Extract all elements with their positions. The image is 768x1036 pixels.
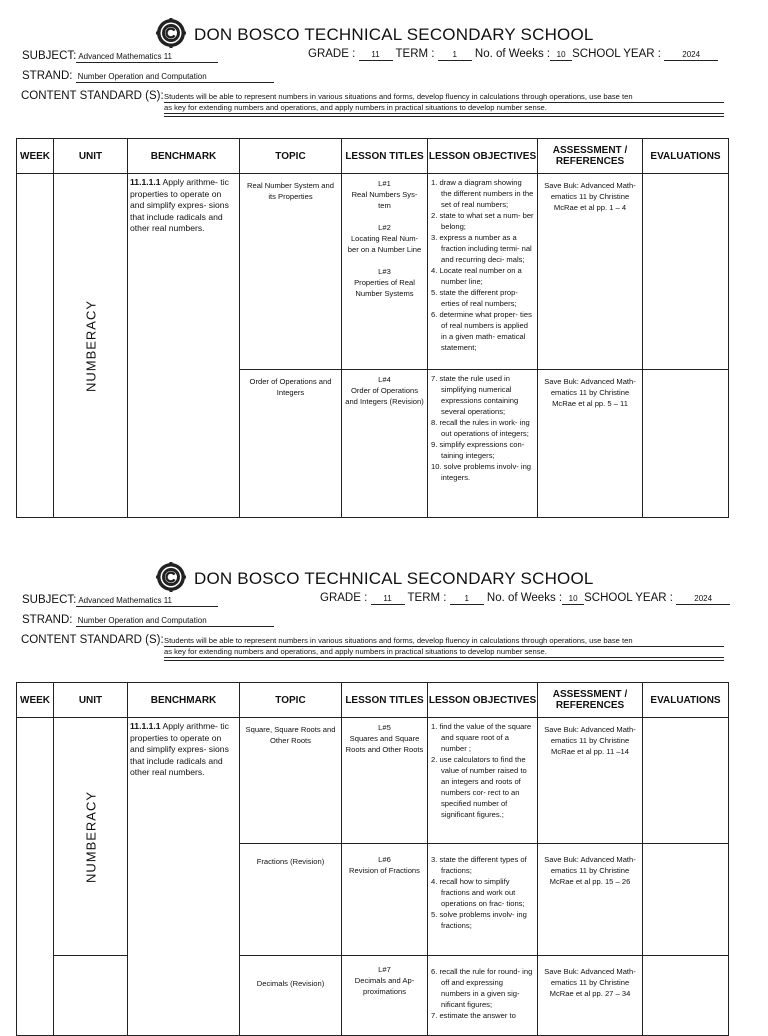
objectives-cell: [428, 844, 538, 956]
lesson-plan-table: [16, 138, 729, 518]
col-evaluations: EVALUATIONS: [643, 683, 729, 718]
content-standard-blank-line: [164, 660, 724, 661]
objective-item: 7. estimate the answer to: [431, 1011, 516, 1020]
col-unit: UNIT: [54, 683, 128, 718]
reference-cell: Save Buk: Advanced Math- ematics 11 by Christine McRae et al pp. 5 – 11: [538, 370, 643, 518]
objective-item: 8. recall the rules in work- ing out operations of integers;: [431, 418, 530, 438]
col-lesson-objectives: LESSON OBJECTIVES: [428, 139, 538, 174]
subject-label: SUBJECT:: [22, 594, 77, 606]
school-year-label: SCHOOL YEAR :: [584, 592, 673, 604]
lesson-item: L#3 Properties of Real Number Systems: [354, 267, 415, 298]
col-lesson-objectives: LESSON OBJECTIVES: [428, 683, 538, 718]
weeks-label: No. of Weeks :: [474, 48, 551, 60]
lesson-titles-cell: [342, 174, 428, 370]
content-standard-label: CONTENT STANDARD (S):: [21, 90, 164, 102]
objective-item: 6. determine what proper- ties of real numbers is applied in a given math- ematical statement;: [431, 310, 532, 352]
evaluation-cell: [643, 174, 729, 370]
topic-cell: Real Number System and its Properties: [240, 174, 342, 370]
col-lesson-titles: LESSON TITLES: [342, 139, 428, 174]
content-standard-line-1: Students will be able to represent numbers in various situations and forms, develop fluency in calculations through operations, use base ten: [164, 636, 724, 647]
lesson-item: L#1 Real Numbers Sys- tem: [351, 179, 418, 210]
lesson-item: L#7 Decimals and Ap- proximations: [354, 965, 415, 996]
week-cell: [17, 718, 54, 1036]
school-year-value: 2024: [676, 593, 730, 605]
grade-value: 11: [371, 593, 405, 605]
weeks-value: 10: [550, 49, 572, 61]
col-week: WEEK: [17, 139, 54, 174]
school-header: [156, 560, 594, 594]
objective-item: 5. state the different prop- erties of real numbers;: [431, 288, 518, 308]
grade-value: 11: [359, 49, 393, 61]
school-name: DON BOSCO TECHNICAL SECONDARY SCHOOL: [194, 25, 594, 44]
objectives-list: [431, 721, 534, 820]
lesson-item: L#6 Revision of Fractions: [349, 855, 420, 875]
objective-item: 7. state the rule used in simplifying numerical expressions containing several operations;: [431, 374, 519, 416]
benchmark-text: Apply arithme- tic properties to operate on and simplify expres- sions that include radicals and other real numbers.: [130, 721, 229, 777]
strand-value: Number Operation and Computation: [76, 615, 274, 627]
term-value: 1: [438, 49, 472, 61]
unit-label: NUMBERACY: [83, 790, 98, 883]
objective-item: 1. find the value of the square and square root of a number ;: [431, 722, 532, 753]
school-logo-icon: [156, 562, 186, 592]
objective-item: 2. state to what set a num- ber belong;: [431, 211, 534, 231]
reference-cell: Save Buk: Advanced Math- ematics 11 by Christine McRae et al pp. 15 – 26: [538, 844, 643, 956]
weeks-value: 10: [562, 593, 584, 605]
content-standard-label: CONTENT STANDARD (S):: [21, 634, 164, 646]
col-assessment: ASSESSMENT / REFERENCES: [538, 139, 643, 174]
week-cell: [17, 174, 54, 518]
weeks-label: No. of Weeks :: [486, 592, 563, 604]
content-standard-line-2: as key for extending numbers and operations, and apply numbers in practical situations to develop number sense.: [164, 647, 724, 658]
school-year-value: 2024: [664, 49, 718, 61]
topic-cell: Square, Square Roots and Other Roots: [240, 718, 342, 844]
subject-label: SUBJECT:: [22, 50, 77, 62]
col-evaluations: EVALUATIONS: [643, 139, 729, 174]
objective-item: 5. solve problems involv- ing fractions;: [431, 910, 527, 930]
lesson-titles-cell: [342, 718, 428, 844]
objective-item: 3. state the different types of fractions;: [431, 855, 527, 875]
col-week: WEEK: [17, 683, 54, 718]
lesson-item: L#2 Locating Real Num- ber on a Number Line: [347, 223, 422, 254]
strand-value: Number Operation and Computation: [76, 71, 274, 83]
objective-item: 4. Locate real number on a number line;: [431, 266, 522, 286]
evaluation-cell: [643, 718, 729, 844]
benchmark-cell: [128, 718, 240, 1036]
objectives-cell: [428, 370, 538, 518]
objective-item: 4. recall how to simplify fractions and work out operations on frac- tions;: [431, 877, 525, 908]
lesson-item: L#4 Order of Operations and Integers (Revision): [345, 375, 424, 406]
reference-cell: Save Buk: Advanced Math- ematics 11 by Christine McRae et al pp. 27 – 34: [538, 956, 643, 1036]
grade-label: GRADE :: [320, 592, 368, 604]
term-value: 1: [450, 593, 484, 605]
subject-line: [22, 50, 218, 63]
lesson-item: L#5 Squares and Square Roots and Other Roots: [345, 723, 424, 754]
col-topic: TOPIC: [240, 683, 342, 718]
objectives-cell: [428, 174, 538, 370]
benchmark-code: 11.1.1.1: [130, 177, 161, 187]
objectives-list: [431, 854, 534, 931]
subject-line: [22, 594, 218, 607]
reference-cell: Save Buk: Advanced Math- ematics 11 by Christine McRae et al pp. 1 – 4: [538, 174, 643, 370]
objectives-list: [431, 966, 534, 1021]
content-standard-line-1: Students will be able to represent numbers in various situations and forms, develop fluency in calculations through operations, use base ten: [164, 92, 724, 103]
objective-item: 3. express a number as a fraction including termi- nal and recurring deci- mals;: [431, 233, 532, 264]
objective-item: 1. draw a diagram showing the different numbers in the set of real numbers;: [431, 178, 534, 209]
subject-value: Advanced Mathematics 11: [76, 595, 218, 607]
reference-cell: Save Buk: Advanced Math- ematics 11 by Christine McRae et al pp. 11 –14: [538, 718, 643, 844]
lesson-plan-table: [16, 682, 729, 1036]
evaluation-cell: [643, 844, 729, 956]
objectives-cell: [428, 718, 538, 844]
objective-item: 10. solve problems involv- ing integers.: [431, 462, 532, 482]
school-header: [156, 16, 594, 50]
school-name: DON BOSCO TECHNICAL SECONDARY SCHOOL: [194, 569, 594, 588]
table-header-row: [17, 139, 729, 174]
strand-line: [22, 614, 274, 627]
objective-item: 6. recall the rule for round- ing off and expressing numbers in a given sig- nificant figures;: [431, 967, 533, 1009]
grade-label: GRADE :: [308, 48, 356, 60]
col-benchmark: BENCHMARK: [128, 683, 240, 718]
table-row: [17, 174, 729, 370]
objective-item: 9. simplify expressions con- taining integers;: [431, 440, 525, 460]
grade-term-line: [320, 592, 730, 605]
col-benchmark: BENCHMARK: [128, 139, 240, 174]
col-lesson-titles: LESSON TITLES: [342, 683, 428, 718]
strand-label: STRAND:: [22, 70, 73, 82]
content-standard-blank-line: [164, 116, 724, 117]
content-standard-line-2: as key for extending numbers and operations, and apply numbers in practical situations to develop number sense.: [164, 103, 724, 114]
lesson-titles-cell: [342, 370, 428, 518]
unit-label: NUMBERACY: [83, 299, 98, 392]
col-unit: UNIT: [54, 139, 128, 174]
term-label: TERM :: [407, 592, 447, 604]
topic-cell: Fractions (Revision): [240, 844, 342, 956]
lesson-titles-cell: [342, 844, 428, 956]
strand-label: STRAND:: [22, 614, 73, 626]
grade-term-line: [308, 48, 718, 61]
strand-line: [22, 70, 274, 83]
objective-item: 2. use calculators to find the value of number raised to an integers and roots of numbers cor- rect to an specified number of significant figures.;: [431, 755, 527, 819]
unit-cell: [54, 174, 128, 518]
evaluation-cell: [643, 370, 729, 518]
school-logo-icon: [156, 18, 186, 48]
table-header-row: [17, 683, 729, 718]
col-assessment: ASSESSMENT / REFERENCES: [538, 683, 643, 718]
objectives-list: [431, 373, 534, 483]
topic-cell: Decimals (Revision): [240, 956, 342, 1036]
objectives-list: [431, 177, 534, 353]
benchmark-code: 11.1.1.1: [130, 721, 161, 731]
table-row: [17, 718, 729, 844]
col-topic: TOPIC: [240, 139, 342, 174]
topic-cell: Order of Operations and Integers: [240, 370, 342, 518]
subject-value: Advanced Mathematics 11: [76, 51, 218, 63]
benchmark-cell: [128, 174, 240, 518]
benchmark-text: Apply arithme- tic properties to operate on and simplify expres- sions that include radicals and other real numbers.: [130, 177, 229, 233]
term-label: TERM :: [395, 48, 435, 60]
unit-cell: [54, 718, 128, 956]
school-year-label: SCHOOL YEAR :: [572, 48, 661, 60]
